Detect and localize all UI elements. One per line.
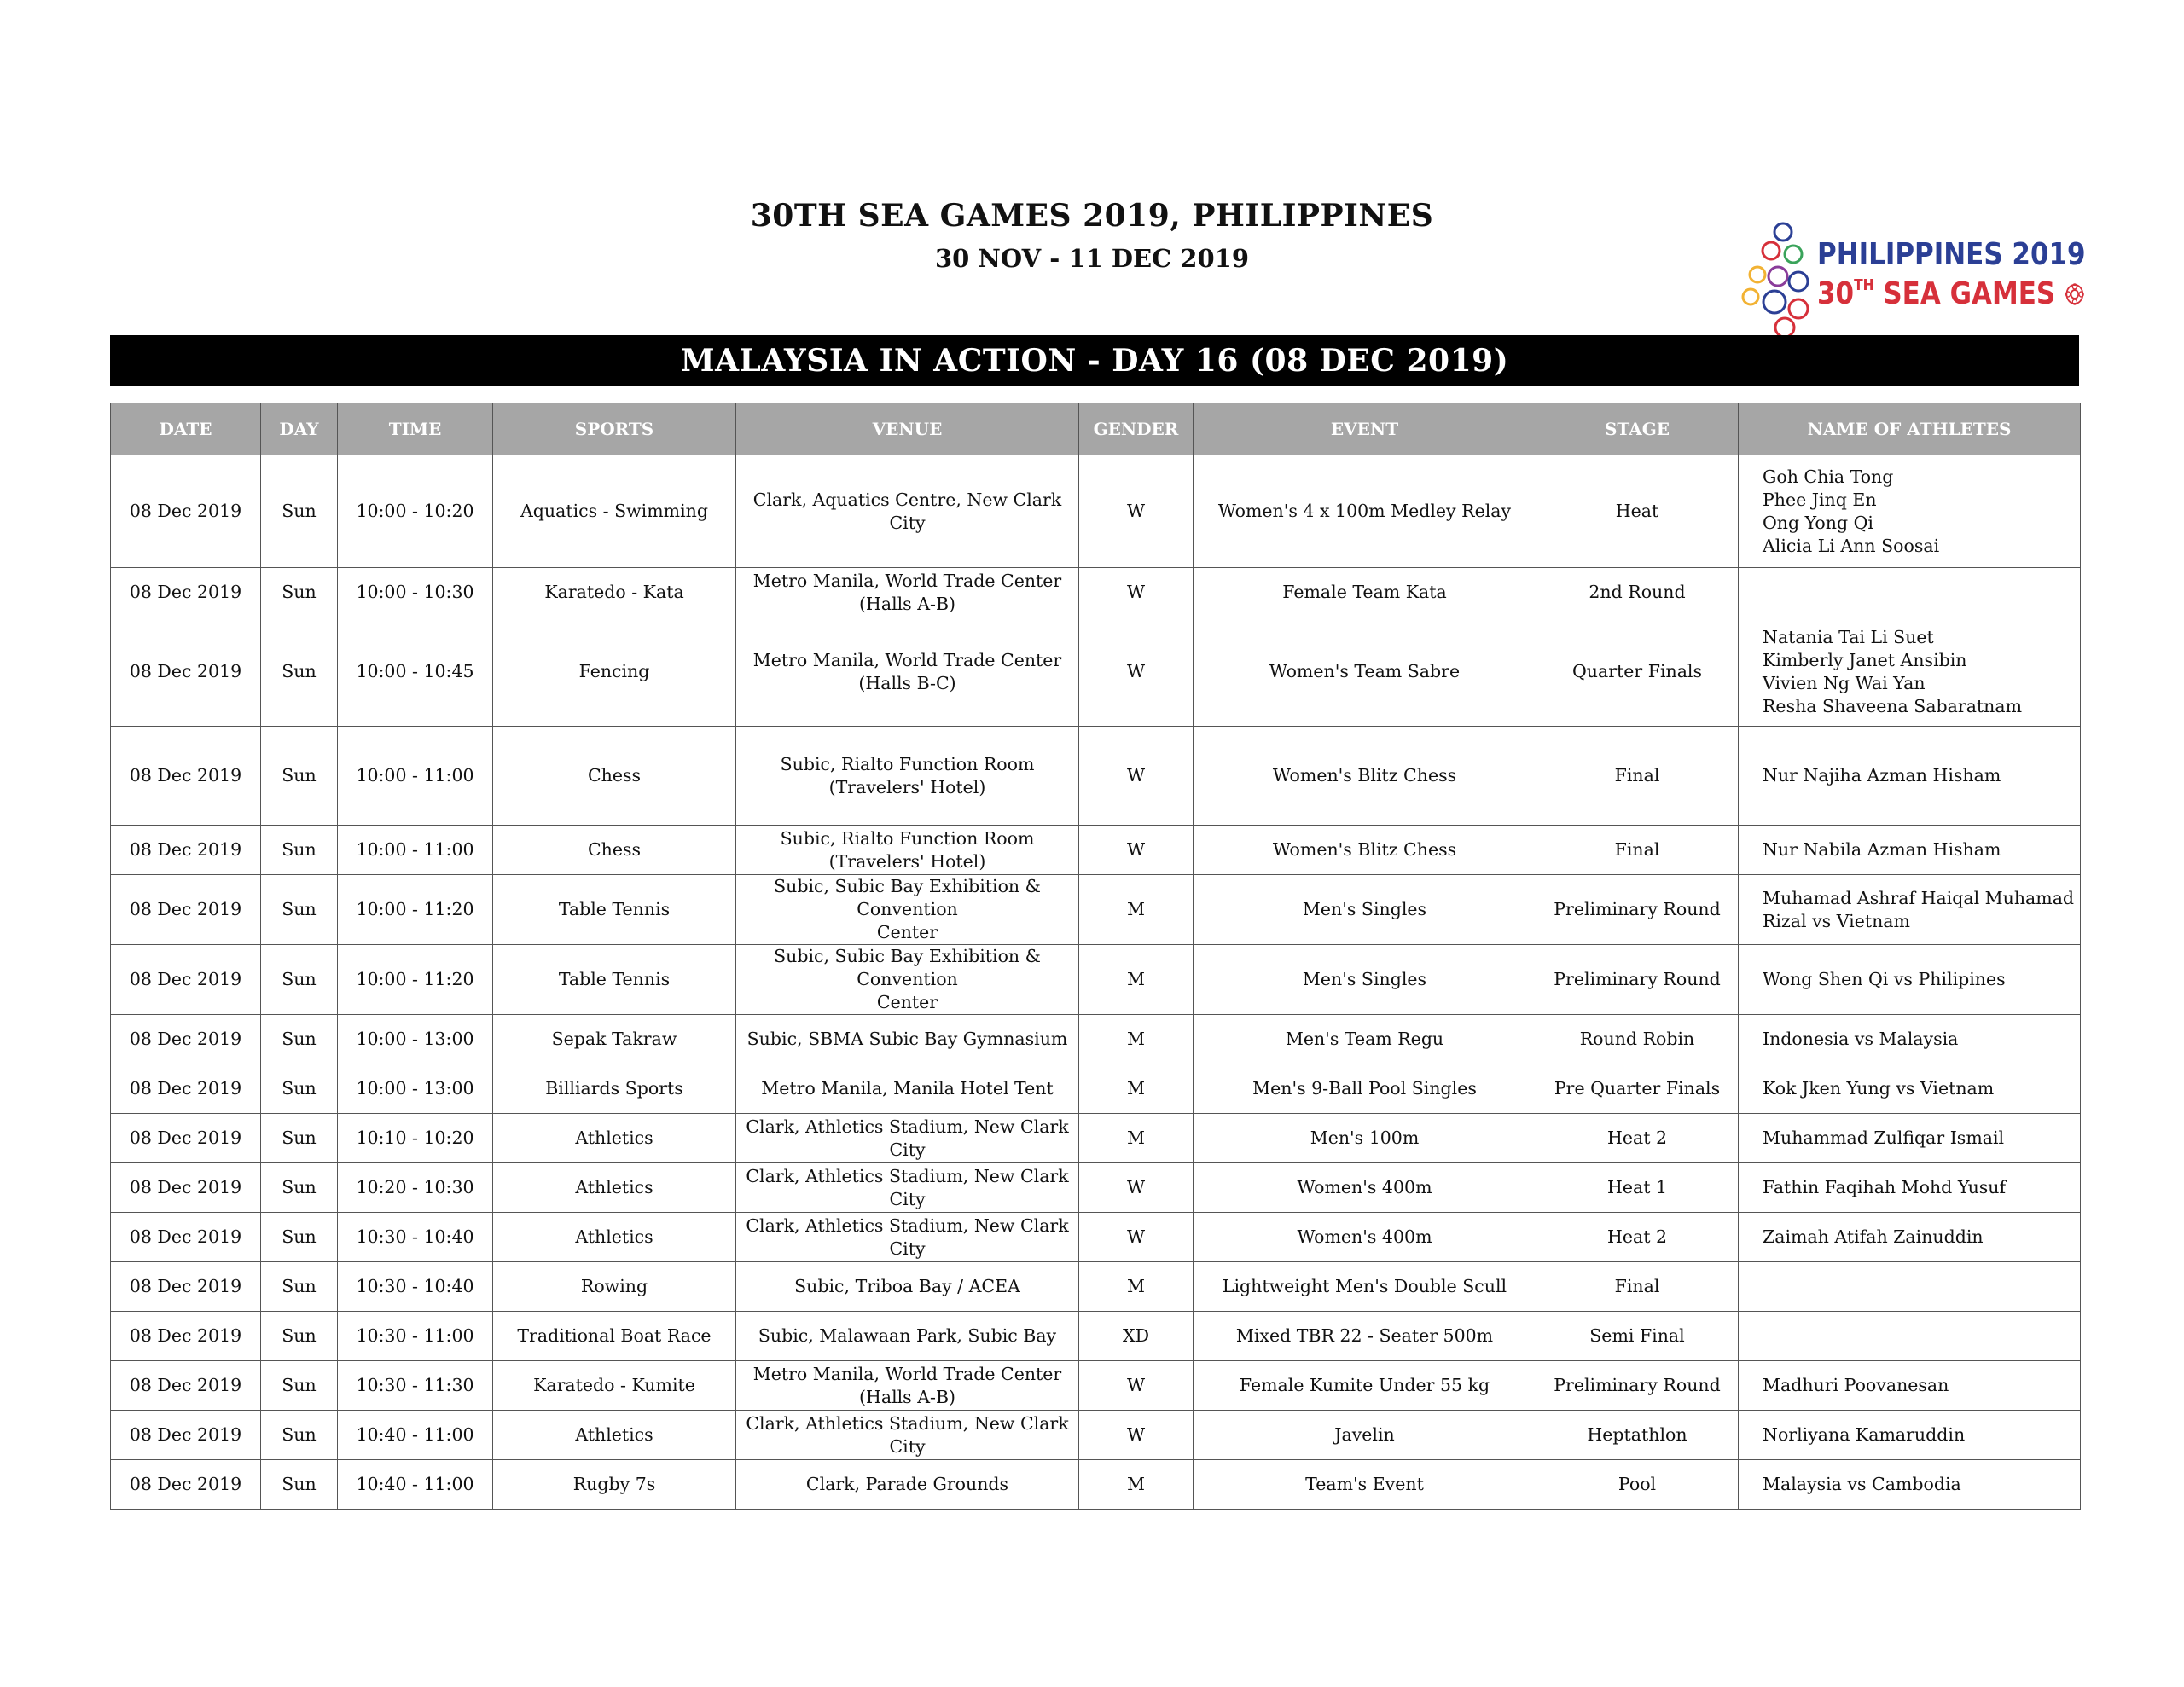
athletes-cell bbox=[1739, 455, 2081, 568]
venue-cell bbox=[736, 568, 1079, 617]
rings-logo-icon bbox=[1740, 220, 1817, 339]
stage-cell: Preliminary Round bbox=[1536, 945, 1739, 1015]
gender-cell: W bbox=[1079, 826, 1194, 875]
date-cell: 08 Dec 2019 bbox=[111, 1411, 261, 1460]
venue-line: Subic, Malawaan Park, Subic Bay bbox=[758, 1325, 1057, 1346]
column-header-athletes: NAME OF ATHLETES bbox=[1739, 403, 2081, 455]
event-cell: Women's 400m bbox=[1194, 1213, 1536, 1262]
venue-cell bbox=[736, 1015, 1079, 1064]
athlete-name: Ong Yong Qi bbox=[1763, 512, 1873, 533]
athlete-name: Nur Najiha Azman Hisham bbox=[1763, 765, 2001, 786]
stage-cell: Preliminary Round bbox=[1536, 875, 1739, 945]
stage-cell: Heat 1 bbox=[1536, 1163, 1739, 1213]
athlete-name: Indonesia vs Malaysia bbox=[1763, 1029, 1959, 1049]
date-cell: 08 Dec 2019 bbox=[111, 1312, 261, 1361]
athlete-name: Vivien Ng Wai Yan bbox=[1763, 672, 1926, 693]
table-row bbox=[111, 1213, 2081, 1262]
logo-text-philippines: PHILIPPINES 2019 bbox=[1817, 237, 2086, 272]
time-cell: 10:00 - 10:30 bbox=[338, 568, 493, 617]
athlete-name: Kok Jken Yung vs Vietnam bbox=[1763, 1078, 1995, 1099]
venue-line: Clark, Athletics Stadium, New Clark City bbox=[746, 1116, 1069, 1160]
day-cell: Sun bbox=[261, 1015, 338, 1064]
date-cell: 08 Dec 2019 bbox=[111, 1015, 261, 1064]
venue-cell bbox=[736, 727, 1079, 826]
venue-cell bbox=[736, 1213, 1079, 1262]
stage-cell: Final bbox=[1536, 1262, 1739, 1312]
date-cell: 08 Dec 2019 bbox=[111, 1163, 261, 1213]
venue-line: (Halls A-B) bbox=[858, 593, 956, 614]
venue-cell bbox=[736, 1411, 1079, 1460]
sport-cell: Athletics bbox=[493, 1114, 736, 1163]
date-cell: 08 Dec 2019 bbox=[111, 945, 261, 1015]
time-cell: 10:00 - 13:00 bbox=[338, 1064, 493, 1114]
gender-cell: M bbox=[1079, 1262, 1194, 1312]
venue-cell bbox=[736, 945, 1079, 1015]
venue-line: Subic, Subic Bay Exhibition & Convention bbox=[774, 876, 1041, 919]
date-cell: 08 Dec 2019 bbox=[111, 1213, 261, 1262]
sport-cell: Chess bbox=[493, 826, 736, 875]
athletes-cell bbox=[1739, 826, 2081, 875]
date-cell: 08 Dec 2019 bbox=[111, 1460, 261, 1510]
venue-cell bbox=[736, 455, 1079, 568]
day-cell: Sun bbox=[261, 1114, 338, 1163]
athlete-name: Goh Chia Tong bbox=[1763, 466, 1894, 487]
stage-cell: Heat 2 bbox=[1536, 1114, 1739, 1163]
event-cell: Men's 100m bbox=[1194, 1114, 1536, 1163]
event-cell: Men's Team Regu bbox=[1194, 1015, 1536, 1064]
table-row bbox=[111, 875, 2081, 945]
table-row bbox=[111, 1262, 2081, 1312]
date-cell: 08 Dec 2019 bbox=[111, 1361, 261, 1411]
stage-cell: Round Robin bbox=[1536, 1015, 1739, 1064]
column-header-stage: STAGE bbox=[1536, 403, 1739, 455]
day-cell: Sun bbox=[261, 875, 338, 945]
time-cell: 10:40 - 11:00 bbox=[338, 1460, 493, 1510]
venue-line: Metro Manila, World Trade Center bbox=[752, 570, 1062, 591]
athlete-name: Phee Jinq En bbox=[1763, 489, 1877, 510]
sport-cell: Fencing bbox=[493, 617, 736, 727]
gender-cell: W bbox=[1079, 727, 1194, 826]
day-cell: Sun bbox=[261, 1262, 338, 1312]
time-cell: 10:00 - 10:45 bbox=[338, 617, 493, 727]
athlete-name: Rizal vs Vietnam bbox=[1763, 910, 1910, 931]
event-cell: Female Team Kata bbox=[1194, 568, 1536, 617]
day-cell: Sun bbox=[261, 1312, 338, 1361]
table-row bbox=[111, 727, 2081, 826]
athletes-cell bbox=[1739, 1411, 2081, 1460]
day-banner: MALAYSIA IN ACTION - DAY 16 (08 DEC 2019) bbox=[110, 335, 2079, 386]
stage-cell: Final bbox=[1536, 727, 1739, 826]
venue-line: Metro Manila, World Trade Center bbox=[752, 649, 1062, 670]
sport-cell: Traditional Boat Race bbox=[493, 1312, 736, 1361]
day-cell: Sun bbox=[261, 826, 338, 875]
venue-line: (Travelers' Hotel) bbox=[828, 776, 986, 797]
day-cell: Sun bbox=[261, 1411, 338, 1460]
gender-cell: W bbox=[1079, 1361, 1194, 1411]
sport-cell: Billiards Sports bbox=[493, 1064, 736, 1114]
athletes-cell bbox=[1739, 1213, 2081, 1262]
athlete-name: Wong Shen Qi vs Philipines bbox=[1763, 969, 2006, 989]
day-cell: Sun bbox=[261, 945, 338, 1015]
gender-cell: M bbox=[1079, 1460, 1194, 1510]
venue-line: (Travelers' Hotel) bbox=[828, 850, 986, 872]
time-cell: 10:30 - 11:00 bbox=[338, 1312, 493, 1361]
stage-cell: Preliminary Round bbox=[1536, 1361, 1739, 1411]
athlete-name: Malaysia vs Cambodia bbox=[1763, 1474, 1961, 1494]
venue-line: Subic, Subic Bay Exhibition & Convention bbox=[774, 946, 1041, 989]
day-cell: Sun bbox=[261, 455, 338, 568]
column-header-sports: SPORTS bbox=[493, 403, 736, 455]
table-row bbox=[111, 1411, 2081, 1460]
day-cell: Sun bbox=[261, 1064, 338, 1114]
sport-cell: Table Tennis bbox=[493, 945, 736, 1015]
sport-cell: Karatedo - Kata bbox=[493, 568, 736, 617]
venue-cell bbox=[736, 826, 1079, 875]
venue-line: Subic, SBMA Subic Bay Gymnasium bbox=[746, 1029, 1068, 1049]
venue-line: Clark, Aquatics Centre, New Clark City bbox=[752, 489, 1062, 533]
athlete-name: Zaimah Atifah Zainuddin bbox=[1763, 1226, 1984, 1247]
gender-cell: M bbox=[1079, 1114, 1194, 1163]
gender-cell: XD bbox=[1079, 1312, 1194, 1361]
stage-cell: Heptathlon bbox=[1536, 1411, 1739, 1460]
time-cell: 10:30 - 10:40 bbox=[338, 1213, 493, 1262]
table-row bbox=[111, 1114, 2081, 1163]
stage-cell: Pre Quarter Finals bbox=[1536, 1064, 1739, 1114]
venue-line: Clark, Athletics Stadium, New Clark City bbox=[746, 1215, 1069, 1259]
stage-cell: Final bbox=[1536, 826, 1739, 875]
document-title: 30TH SEA GAMES 2019, PHILIPPINES bbox=[750, 198, 1434, 234]
day-cell: Sun bbox=[261, 568, 338, 617]
sport-cell: Athletics bbox=[493, 1213, 736, 1262]
column-header-time: TIME bbox=[338, 403, 493, 455]
event-cell: Women's 400m bbox=[1194, 1163, 1536, 1213]
athletes-cell bbox=[1739, 1163, 2081, 1213]
date-cell: 08 Dec 2019 bbox=[111, 568, 261, 617]
venue-line: Subic, Rialto Function Room bbox=[780, 753, 1035, 774]
table-row bbox=[111, 617, 2081, 727]
gender-cell: W bbox=[1079, 1213, 1194, 1262]
athlete-name: Resha Shaveena Sabaratnam bbox=[1763, 695, 2023, 716]
time-cell: 10:30 - 10:40 bbox=[338, 1262, 493, 1312]
sport-cell: Karatedo - Kumite bbox=[493, 1361, 736, 1411]
stage-cell: 2nd Round bbox=[1536, 568, 1739, 617]
sport-cell: Athletics bbox=[493, 1411, 736, 1460]
venue-cell bbox=[736, 875, 1079, 945]
table-body bbox=[111, 455, 2081, 1510]
venue-line: Center bbox=[876, 922, 938, 942]
table-row bbox=[111, 1460, 2081, 1510]
stage-cell: Heat bbox=[1536, 455, 1739, 568]
athletes-cell bbox=[1739, 1262, 2081, 1312]
table-header-row bbox=[111, 403, 2081, 455]
day-cell: Sun bbox=[261, 617, 338, 727]
venue-line: Clark, Athletics Stadium, New Clark City bbox=[746, 1165, 1069, 1209]
document-dates: 30 NOV - 11 DEC 2019 bbox=[934, 244, 1250, 273]
time-cell: 10:40 - 11:00 bbox=[338, 1411, 493, 1460]
venue-line: Subic, Rialto Function Room bbox=[780, 827, 1035, 849]
venue-line: Metro Manila, Manila Hotel Tent bbox=[761, 1078, 1054, 1099]
sport-cell: Rugby 7s bbox=[493, 1460, 736, 1510]
sport-cell: Athletics bbox=[493, 1163, 736, 1213]
event-cell: Mixed TBR 22 - Seater 500m bbox=[1194, 1312, 1536, 1361]
athletes-cell bbox=[1739, 727, 2081, 826]
day-cell: Sun bbox=[261, 1163, 338, 1213]
event-cell: Women's 4 x 100m Medley Relay bbox=[1194, 455, 1536, 568]
event-cell: Team's Event bbox=[1194, 1460, 1536, 1510]
venue-cell bbox=[736, 617, 1079, 727]
event-cell: Lightweight Men's Double Scull bbox=[1194, 1262, 1536, 1312]
sport-cell: Aquatics - Swimming bbox=[493, 455, 736, 568]
column-header-date: DATE bbox=[111, 403, 261, 455]
venue-cell bbox=[736, 1312, 1079, 1361]
venue-line: (Halls B-C) bbox=[858, 672, 956, 693]
table-row bbox=[111, 1163, 2081, 1213]
table-row bbox=[111, 1064, 2081, 1114]
table-row bbox=[111, 826, 2081, 875]
day-cell: Sun bbox=[261, 1361, 338, 1411]
venue-line: (Halls A-B) bbox=[858, 1386, 956, 1407]
gender-cell: M bbox=[1079, 875, 1194, 945]
athlete-name: Norliyana Kamaruddin bbox=[1763, 1424, 1966, 1445]
athletes-cell bbox=[1739, 1015, 2081, 1064]
athletes-cell bbox=[1739, 875, 2081, 945]
athlete-name: Madhuri Poovanesan bbox=[1763, 1375, 1949, 1395]
venue-cell bbox=[736, 1163, 1079, 1213]
column-header-gender: GENDER bbox=[1079, 403, 1194, 455]
venue-line: Clark, Parade Grounds bbox=[805, 1474, 1009, 1494]
gender-cell: W bbox=[1079, 617, 1194, 727]
day-cell: Sun bbox=[261, 727, 338, 826]
athletes-cell bbox=[1739, 617, 2081, 727]
gender-cell: W bbox=[1079, 455, 1194, 568]
sport-cell: Rowing bbox=[493, 1262, 736, 1312]
venue-line: Subic, Triboa Bay / ACEA bbox=[794, 1276, 1020, 1296]
gender-cell: W bbox=[1079, 1163, 1194, 1213]
athlete-name: Natania Tai Li Suet bbox=[1763, 626, 1934, 647]
gender-cell: M bbox=[1079, 1015, 1194, 1064]
sea-games-logo bbox=[1740, 220, 2086, 339]
event-cell: Javelin bbox=[1194, 1411, 1536, 1460]
sport-cell: Chess bbox=[493, 727, 736, 826]
event-cell: Men's 9-Ball Pool Singles bbox=[1194, 1064, 1536, 1114]
date-cell: 08 Dec 2019 bbox=[111, 617, 261, 727]
time-cell: 10:00 - 10:20 bbox=[338, 455, 493, 568]
time-cell: 10:20 - 10:30 bbox=[338, 1163, 493, 1213]
table-row bbox=[111, 455, 2081, 568]
day-cell: Sun bbox=[261, 1460, 338, 1510]
column-header-day: DAY bbox=[261, 403, 338, 455]
time-cell: 10:00 - 13:00 bbox=[338, 1015, 493, 1064]
date-cell: 08 Dec 2019 bbox=[111, 1114, 261, 1163]
event-cell: Men's Singles bbox=[1194, 945, 1536, 1015]
date-cell: 08 Dec 2019 bbox=[111, 1262, 261, 1312]
gender-cell: W bbox=[1079, 1411, 1194, 1460]
column-header-event: EVENT bbox=[1194, 403, 1536, 455]
day-cell: Sun bbox=[261, 1213, 338, 1262]
table-row bbox=[111, 1361, 2081, 1411]
athletes-cell bbox=[1739, 1460, 2081, 1510]
event-cell: Female Kumite Under 55 kg bbox=[1194, 1361, 1536, 1411]
venue-cell bbox=[736, 1064, 1079, 1114]
sport-cell: Table Tennis bbox=[493, 875, 736, 945]
athlete-name: Muhamad Ashraf Haiqal Muhamad bbox=[1763, 887, 2075, 908]
athletes-cell bbox=[1739, 1064, 2081, 1114]
gender-cell: M bbox=[1079, 1064, 1194, 1114]
venue-line: Clark, Athletics Stadium, New Clark City bbox=[746, 1412, 1069, 1457]
venue-line: Center bbox=[876, 992, 938, 1012]
athletes-cell bbox=[1739, 1312, 2081, 1361]
stage-cell: Quarter Finals bbox=[1536, 617, 1739, 727]
gender-cell: M bbox=[1079, 945, 1194, 1015]
stage-cell: Semi Final bbox=[1536, 1312, 1739, 1361]
flower-icon bbox=[2065, 282, 2085, 306]
athlete-name: Alicia Li Ann Soosai bbox=[1763, 535, 1940, 556]
date-cell: 08 Dec 2019 bbox=[111, 455, 261, 568]
table-row bbox=[111, 568, 2081, 617]
stage-cell: Heat 2 bbox=[1536, 1213, 1739, 1262]
time-cell: 10:00 - 11:20 bbox=[338, 945, 493, 1015]
logo-sea-games-label: SEA GAMES bbox=[1873, 276, 2056, 311]
time-cell: 10:10 - 10:20 bbox=[338, 1114, 493, 1163]
time-cell: 10:00 - 11:20 bbox=[338, 875, 493, 945]
athlete-name: Fathin Faqihah Mohd Yusuf bbox=[1763, 1177, 2007, 1197]
event-cell: Men's Singles bbox=[1194, 875, 1536, 945]
athletes-cell bbox=[1739, 1114, 2081, 1163]
venue-cell bbox=[736, 1460, 1079, 1510]
athlete-name: Muhammad Zulfiqar Ismail bbox=[1763, 1128, 2005, 1148]
sport-cell: Sepak Takraw bbox=[493, 1015, 736, 1064]
venue-cell bbox=[736, 1262, 1079, 1312]
venue-cell bbox=[736, 1114, 1079, 1163]
logo-number: 30 bbox=[1817, 276, 1855, 311]
table-row bbox=[111, 945, 2081, 1015]
date-cell: 08 Dec 2019 bbox=[111, 1064, 261, 1114]
athletes-cell bbox=[1739, 1361, 2081, 1411]
event-cell: Women's Blitz Chess bbox=[1194, 826, 1536, 875]
stage-cell: Pool bbox=[1536, 1460, 1739, 1510]
date-cell: 08 Dec 2019 bbox=[111, 727, 261, 826]
time-cell: 10:00 - 11:00 bbox=[338, 826, 493, 875]
athlete-name: Kimberly Janet Ansibin bbox=[1763, 649, 1967, 670]
logo-text-sea-games bbox=[1817, 276, 2085, 311]
table-row bbox=[111, 1312, 2081, 1361]
event-cell: Women's Team Sabre bbox=[1194, 617, 1536, 727]
date-cell: 08 Dec 2019 bbox=[111, 875, 261, 945]
gender-cell: W bbox=[1079, 568, 1194, 617]
date-cell: 08 Dec 2019 bbox=[111, 826, 261, 875]
column-header-venue: VENUE bbox=[736, 403, 1079, 455]
athletes-cell bbox=[1739, 568, 2081, 617]
schedule-table bbox=[110, 403, 2081, 1510]
venue-cell bbox=[736, 1361, 1079, 1411]
event-cell: Women's Blitz Chess bbox=[1194, 727, 1536, 826]
athlete-name: Nur Nabila Azman Hisham bbox=[1763, 839, 2001, 860]
venue-line: Metro Manila, World Trade Center bbox=[752, 1363, 1062, 1384]
time-cell: 10:30 - 11:30 bbox=[338, 1361, 493, 1411]
athletes-cell bbox=[1739, 945, 2081, 1015]
table-row bbox=[111, 1015, 2081, 1064]
time-cell: 10:00 - 11:00 bbox=[338, 727, 493, 826]
logo-suffix: TH bbox=[1854, 276, 1874, 294]
